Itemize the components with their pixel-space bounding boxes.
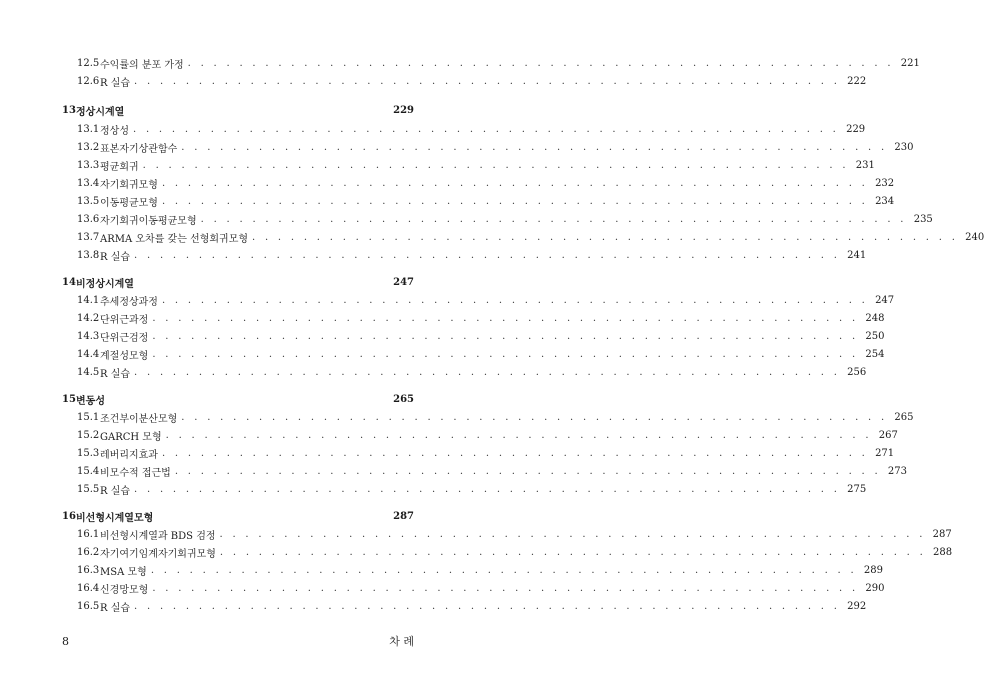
section-title: R 실습: [100, 368, 131, 380]
chapter-number: 15: [62, 393, 76, 405]
dot-leader: . . . . . . . . . . . . . . . . . . . . . . . . . . . . . . . . . . . . . . . . . . . . . . . . . . . . . . .: [142, 159, 849, 171]
toc-entry-13-1[interactable]: [77, 120, 866, 138]
section-title: 비모수적 접근법: [100, 467, 171, 479]
toc-entry-15-5[interactable]: [77, 480, 867, 498]
page-number: 229: [393, 104, 414, 116]
chapter-title: 변동성: [76, 395, 105, 407]
page-number: 290: [865, 582, 885, 594]
dot-leader: . . . . . . . . . . . . . . . . . . . . . . . . . . . . . . . . . . . . . . . . . . . . . . . . . . . . . . .: [181, 411, 888, 423]
toc-entry-13-7[interactable]: [77, 228, 984, 246]
section-title: 자기여기임계자기회귀모형: [100, 548, 216, 560]
dot-leader: . . . . . . . . . . . . . . . . . . . . . . . . . . . . . . . . . . . . . . . . . . . . . . . . . . . . . . .: [134, 249, 841, 261]
section-number: 12.6: [77, 75, 100, 87]
page-number: 289: [863, 564, 883, 576]
section-title: 자기회귀모형: [100, 179, 158, 191]
page-number: 231: [855, 159, 875, 171]
section-number: 15.4: [77, 465, 100, 477]
page-number: 254: [865, 348, 885, 360]
page-number: 221: [900, 57, 920, 69]
section-title: R 실습: [100, 251, 131, 263]
toc-entry-14-5[interactable]: [77, 363, 867, 381]
section-title: R 실습: [100, 77, 131, 89]
dot-leader: . . . . . . . . . . . . . . . . . . . . . . . . . . . . . . . . . . . . . . . . . . . . . . . . . . . . . . .: [134, 483, 841, 495]
page-number: 247: [875, 294, 895, 306]
toc-entry-12-5[interactable]: [77, 54, 920, 72]
section-number: 15.1: [77, 411, 100, 423]
section-number: 13.4: [77, 177, 100, 189]
toc-entry-16-5[interactable]: [77, 597, 867, 615]
section-title: R 실습: [100, 602, 131, 614]
section-title: 비선형시계열과 BDS 검정: [100, 530, 216, 542]
dot-leader: . . . . . . . . . . . . . . . . . . . . . . . . . . . . . . . . . . . . . . . . . . . . . . . . . . . . . . .: [219, 528, 926, 540]
section-number: 13.1: [77, 123, 100, 135]
dot-leader: . . . . . . . . . . . . . . . . . . . . . . . . . . . . . . . . . . . . . . . . . . . . . . . . . . . . . . .: [161, 294, 869, 306]
page-number: 292: [847, 600, 867, 612]
dot-leader: . . . . . . . . . . . . . . . . . . . . . . . . . . . . . . . . . . . . . . . . . . . . . . . . . . . . . . .: [161, 447, 869, 459]
toc-chapter-16[interactable]: [62, 507, 414, 525]
section-number: 15.3: [77, 447, 100, 459]
dot-leader: . . . . . . . . . . . . . . . . . . . . . . . . . . . . . . . . . . . . . . . . . . . . . . . . . . . . . . .: [174, 465, 881, 477]
toc-entry-14-1[interactable]: [77, 291, 895, 309]
section-number: 14.2: [77, 312, 100, 324]
dot-leader: . . . . . . . . . . . . . . . . . . . . . . . . . . . . . . . . . . . . . . . . . . . . . . . . . . . . . . .: [152, 330, 859, 342]
dot-leader: . . . . . . . . . . . . . . . . . . . . . . . . . . . . . . . . . . . . . . . . . . . . . . . . . . . . . . .: [219, 546, 927, 558]
section-title: MSA 모형: [100, 566, 147, 578]
page-number: 273: [887, 465, 907, 477]
page-number: 275: [847, 483, 867, 495]
page-number: 222: [847, 75, 867, 87]
toc-entry-16-3[interactable]: [77, 561, 883, 579]
dot-leader: . . . . . . . . . . . . . . . . . . . . . . . . . . . . . . . . . . . . . . . . . . . . . . . . . . . . . . .: [152, 312, 859, 324]
section-number: 13.3: [77, 159, 100, 171]
dot-leader: . . . . . . . . . . . . . . . . . . . . . . . . . . . . . . . . . . . . . . . . . . . . . . . . . . . . . . .: [150, 564, 857, 576]
dot-leader: . . . . . . . . . . . . . . . . . . . . . . . . . . . . . . . . . . . . . . . . . . . . . . . . . . . . . . .: [152, 348, 859, 360]
toc-entry-14-2[interactable]: [77, 309, 885, 327]
toc-entry-13-3[interactable]: [77, 156, 875, 174]
toc-entry-15-3[interactable]: [77, 444, 895, 462]
section-number: 15.5: [77, 483, 100, 495]
chapter-number: 13: [62, 104, 76, 116]
chapter-number: 14: [62, 276, 76, 288]
section-number: 14.3: [77, 330, 100, 342]
page-number: 240: [965, 231, 984, 243]
toc-entry-15-4[interactable]: [77, 462, 907, 480]
dot-leader: . . . . . . . . . . . . . . . . . . . . . . . . . . . . . . . . . . . . . . . . . . . . . . . . . . . . . . .: [152, 582, 859, 594]
page-number: 230: [894, 141, 914, 153]
section-title: ARMA 오차를 갖는 선형회귀모형: [100, 233, 249, 245]
section-number: 14.4: [77, 348, 100, 360]
chapter-title: 비선형시계열모형: [76, 512, 154, 524]
section-number: 16.1: [77, 528, 100, 540]
section-title: 평균회귀: [100, 161, 139, 173]
page-number: 232: [875, 177, 895, 189]
section-number: 15.2: [77, 429, 100, 441]
section-title: R 실습: [100, 485, 131, 497]
section-title: 단위근과정: [100, 314, 149, 326]
section-number: 13.6: [77, 213, 100, 225]
section-title: 정상성: [100, 125, 129, 137]
section-number: 13.2: [77, 141, 100, 153]
dot-leader: . . . . . . . . . . . . . . . . . . . . . . . . . . . . . . . . . . . . . . . . . . . . . . . . . . . . . . .: [134, 366, 841, 378]
section-number: 14.5: [77, 366, 100, 378]
footer-section-title: 차 례: [389, 635, 414, 648]
section-title: 계절성모형: [100, 350, 149, 362]
toc-entry-14-3[interactable]: [77, 327, 885, 345]
page-number: 235: [913, 213, 933, 225]
page-number: 267: [878, 429, 898, 441]
page-number: 248: [865, 312, 885, 324]
page-number: 288: [933, 546, 953, 558]
section-title: 표본자기상관함수: [100, 143, 178, 155]
page-number: 241: [847, 249, 867, 261]
section-title: 이동평균모형: [100, 197, 158, 209]
toc-entry-16-4[interactable]: [77, 579, 885, 597]
section-number: 16.5: [77, 600, 100, 612]
toc-chapter-14[interactable]: [62, 273, 414, 291]
toc-entry-16-1[interactable]: [77, 525, 952, 543]
section-title: 자기회귀이동평균모형: [100, 215, 197, 227]
toc-entry-12-6[interactable]: [77, 72, 867, 90]
page-number: 287: [393, 510, 414, 522]
chapter-number: 16: [62, 510, 76, 522]
dot-leader: . . . . . . . . . . . . . . . . . . . . . . . . . . . . . . . . . . . . . . . . . . . . . . . . . . . . . . .: [181, 141, 888, 153]
page-number: 265: [393, 393, 414, 405]
dot-leader: . . . . . . . . . . . . . . . . . . . . . . . . . . . . . . . . . . . . . . . . . . . . . . . . . . . . . . .: [165, 429, 872, 441]
dot-leader: . . . . . . . . . . . . . . . . . . . . . . . . . . . . . . . . . . . . . . . . . . . . . . . . . . . . . . .: [161, 177, 869, 189]
toc-chapter-13[interactable]: [62, 101, 414, 119]
section-number: 14.1: [77, 294, 100, 306]
toc-entry-13-2[interactable]: [77, 138, 914, 156]
toc-entry-15-1[interactable]: [77, 408, 914, 426]
section-title: 레버리지효과: [100, 449, 158, 461]
section-title: 조건부이분산모형: [100, 413, 178, 425]
toc-entry-15-2[interactable]: [77, 426, 898, 444]
section-number: 13.5: [77, 195, 100, 207]
page-footer: [62, 633, 414, 649]
toc-entry-13-8[interactable]: [77, 246, 867, 264]
section-title: GARCH 모형: [100, 431, 162, 443]
section-title: 단위근검정: [100, 332, 149, 344]
dot-leader: . . . . . . . . . . . . . . . . . . . . . . . . . . . . . . . . . . . . . . . . . . . . . . . . . . . . . . .: [200, 213, 907, 225]
dot-leader: . . . . . . . . . . . . . . . . . . . . . . . . . . . . . . . . . . . . . . . . . . . . . . . . . . . . . . .: [132, 123, 840, 135]
chapter-title: 정상시계열: [76, 106, 125, 118]
page-number: 247: [393, 276, 414, 288]
section-title: 신경망모형: [100, 584, 149, 596]
page-number: 287: [932, 528, 952, 540]
page-number: 234: [875, 195, 895, 207]
dot-leader: . . . . . . . . . . . . . . . . . . . . . . . . . . . . . . . . . . . . . . . . . . . . . . . . . . . . . . .: [187, 57, 894, 69]
chapter-title: 비정상시계열: [76, 278, 134, 290]
toc-entry-16-2[interactable]: [77, 543, 953, 561]
toc-chapter-15[interactable]: [62, 390, 414, 408]
section-number: 13.8: [77, 249, 100, 261]
dot-leader: . . . . . . . . . . . . . . . . . . . . . . . . . . . . . . . . . . . . . . . . . . . . . . . . . . . . . . .: [134, 600, 841, 612]
dot-leader: . . . . . . . . . . . . . . . . . . . . . . . . . . . . . . . . . . . . . . . . . . . . . . . . . . . . . . .: [134, 75, 841, 87]
page-number: 271: [875, 447, 895, 459]
section-number: 16.2: [77, 546, 100, 558]
section-number: 16.4: [77, 582, 100, 594]
toc-entry-13-4[interactable]: [77, 174, 895, 192]
section-number: 12.5: [77, 57, 100, 69]
page-number: 229: [846, 123, 866, 135]
section-number: 16.3: [77, 564, 100, 576]
dot-leader: . . . . . . . . . . . . . . . . . . . . . . . . . . . . . . . . . . . . . . . . . . . . . . . . . . . . . . .: [252, 231, 959, 243]
dot-leader: . . . . . . . . . . . . . . . . . . . . . . . . . . . . . . . . . . . . . . . . . . . . . . . . . . . . . . .: [161, 195, 869, 207]
section-number: 13.7: [77, 231, 100, 243]
footer-page-number: 8: [62, 634, 69, 648]
toc-entry-13-6[interactable]: [77, 210, 933, 228]
page-number: 256: [847, 366, 867, 378]
page-number: 265: [894, 411, 914, 423]
section-title: 추세정상과정: [100, 296, 158, 308]
page-number: 250: [865, 330, 885, 342]
toc-entry-14-4[interactable]: [77, 345, 885, 363]
toc-entry-13-5[interactable]: [77, 192, 895, 210]
section-title: 수익률의 분포 가정: [100, 59, 184, 71]
